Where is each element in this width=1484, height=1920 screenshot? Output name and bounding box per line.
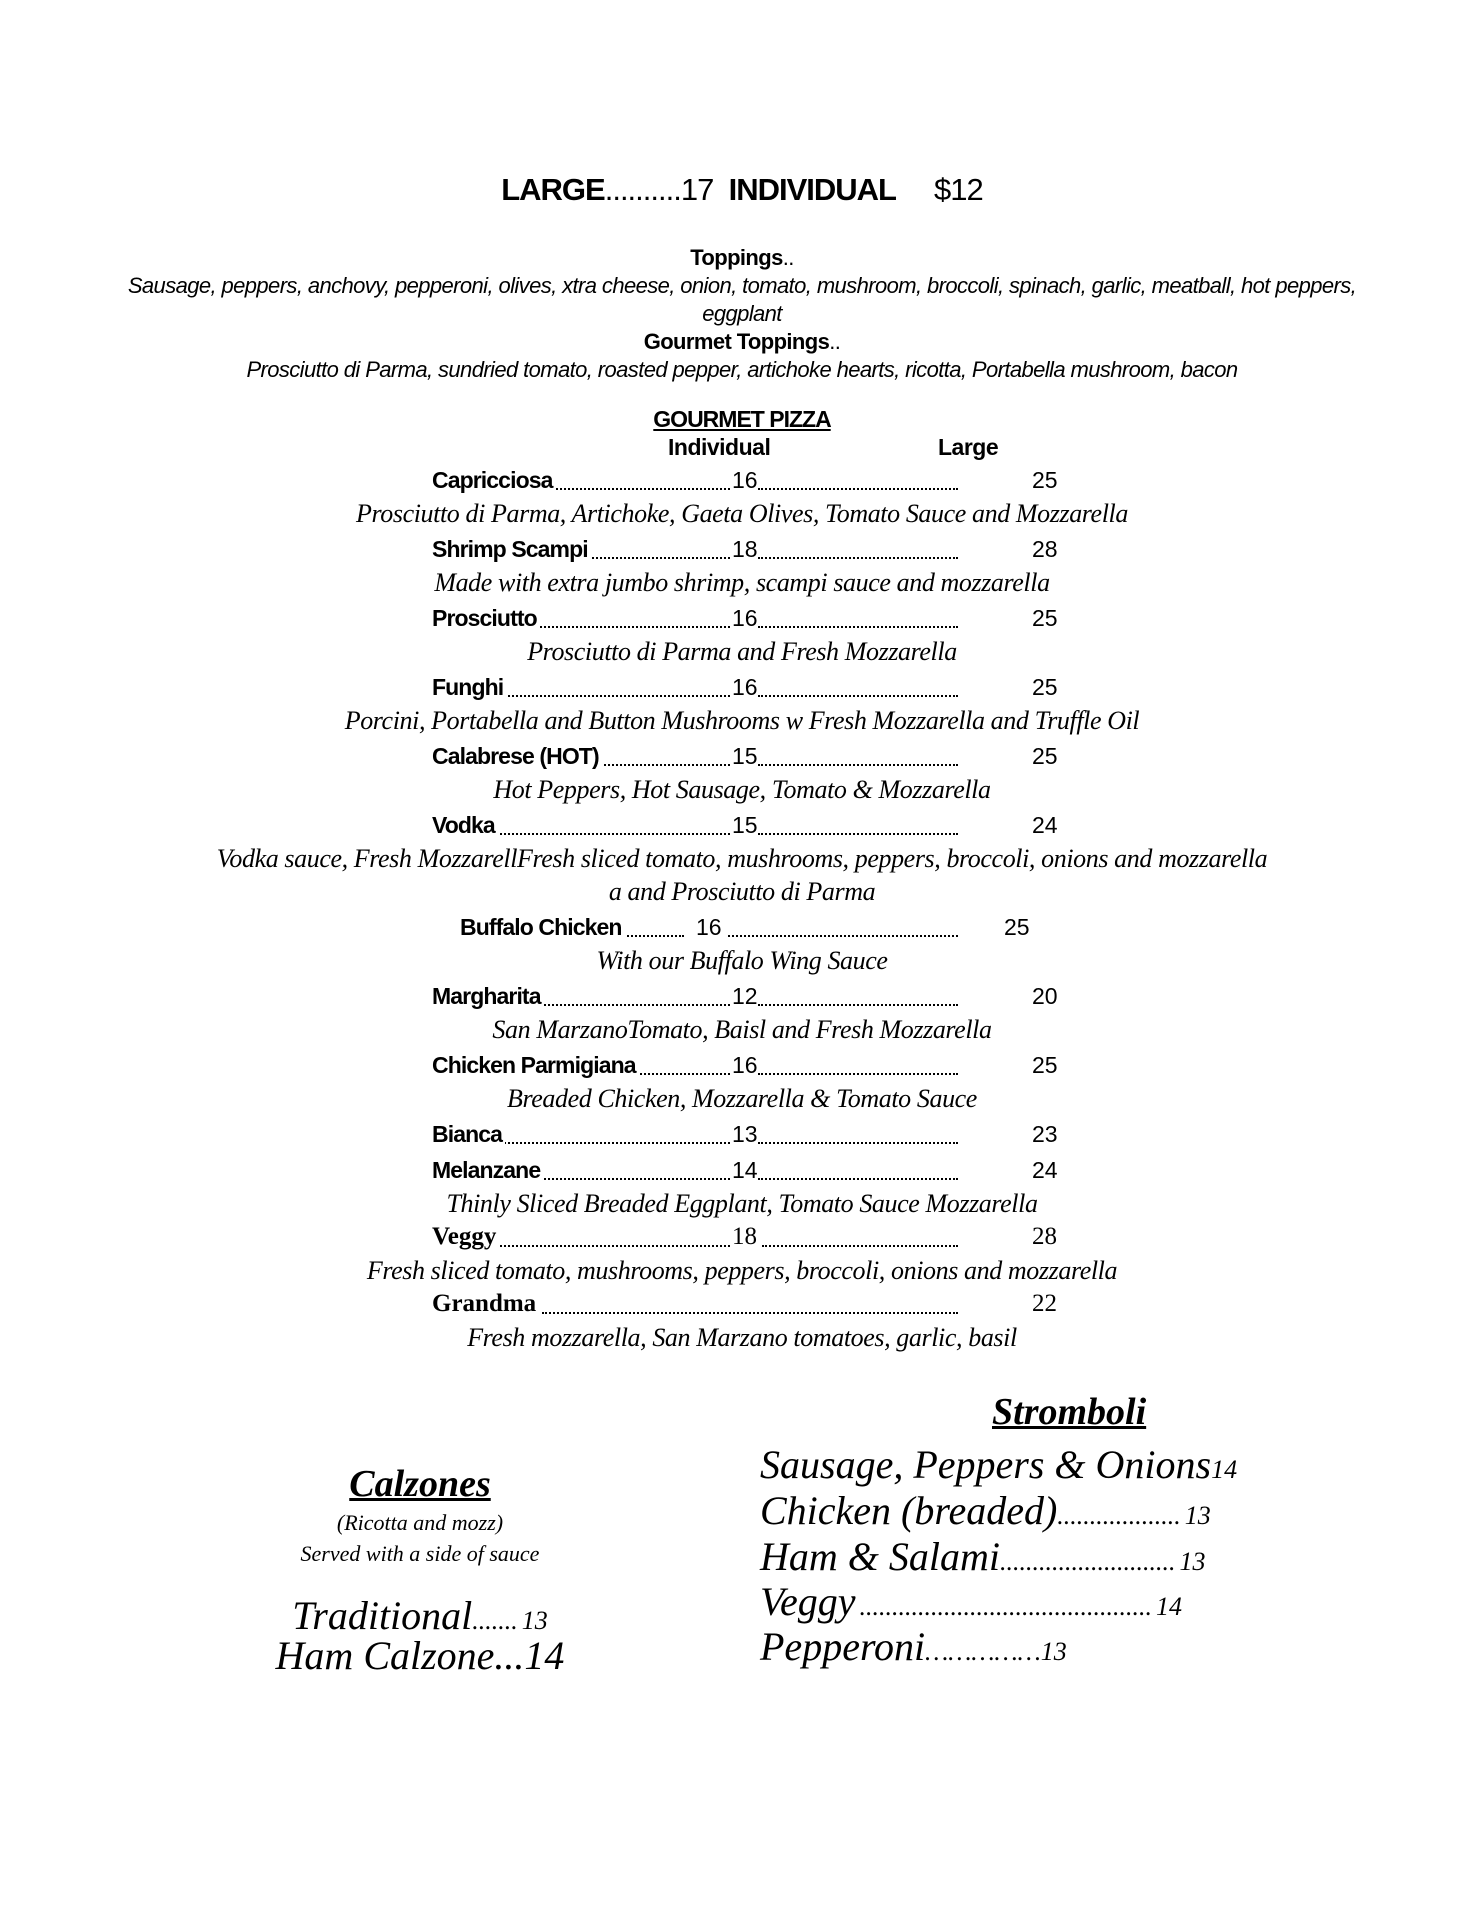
pizza-description: Fresh sliced tomato, mushrooms, peppers, broccoli, onions and mozzarella: [366, 1256, 1118, 1285]
pizza-row: [432, 1155, 1060, 1185]
pizza-name: Shrimp Scampi: [432, 534, 591, 564]
pizza-description: Breaded Chicken, Mozzarella & Tomato Sauce: [507, 1084, 977, 1113]
toppings-label-suffix: ..: [782, 245, 794, 270]
pizza-row: [432, 534, 1060, 564]
dot-leader: [492, 672, 730, 697]
pizza-name: Funghi: [432, 672, 506, 702]
pizza-name: Vodka: [432, 810, 498, 840]
column-large: Large: [938, 434, 999, 460]
pizza-row: [432, 1289, 1060, 1319]
dot-leader: [758, 810, 958, 835]
large-label: LARGE: [501, 172, 605, 207]
pizza-row: [432, 981, 1060, 1011]
large-price: 25: [1032, 605, 1058, 631]
individual-price: 13: [732, 1121, 758, 1147]
large-dots: ..........: [604, 172, 681, 207]
pizza-name: Grandma: [432, 1289, 539, 1319]
individual-price: 16: [732, 605, 758, 631]
dot-leader: [620, 912, 684, 937]
large-price: 25: [1032, 743, 1058, 769]
dot-leader: [758, 465, 958, 490]
stromboli-item-price: 13: [1179, 1547, 1206, 1576]
calzone-item-name: Traditional: [292, 1593, 473, 1638]
pizza-name: Veggy: [432, 1222, 499, 1252]
pizza-row: [432, 672, 1060, 702]
individual-price: 14: [732, 1157, 758, 1183]
calzones-title: Calzones: [349, 1463, 491, 1505]
pizza-description: Hot Peppers, Hot Sausage, Tomato & Mozzarella: [493, 775, 991, 804]
calzone-item-price: 13: [521, 1606, 548, 1635]
dot-leader: [758, 741, 958, 766]
individual-price: 16: [732, 467, 758, 493]
dot-leader: [758, 672, 958, 697]
pizza-name: Buffalo Chicken: [460, 912, 625, 942]
pizza-row: [432, 810, 1060, 840]
pizza-description: Fresh mozzarella, San Marzano tomatoes, garlic, basil: [467, 1323, 1017, 1352]
stromboli-item-dots: .............................................: [859, 1592, 1153, 1621]
pizza-row: [460, 912, 1040, 942]
stromboli-item-dots: ...................: [1057, 1501, 1181, 1530]
pizza-description: Porcini, Portabella and Button Mushrooms w Fresh Mozzarella and Truffle Oil: [344, 706, 1140, 735]
toppings-label: Toppings: [690, 245, 783, 270]
stromboli-item-name: Veggy: [760, 1579, 856, 1624]
calzone-item-name: Ham Calzone...14: [275, 1633, 565, 1678]
pizza-description: Prosciutto di Parma, Artichoke, Gaeta Olives, Tomato Sauce and Mozzarella: [356, 499, 1128, 528]
pizza-description: With our Buffalo Wing Sauce: [596, 946, 888, 975]
pizza-name: Calabrese (HOT): [432, 741, 602, 771]
stromboli-item-price: 14: [1156, 1592, 1183, 1621]
stromboli-item-price: 14: [1211, 1455, 1238, 1484]
pizza-name: Chicken Parmigiana: [432, 1050, 639, 1080]
pizza-row: [432, 465, 1060, 495]
dot-leader: [758, 1119, 958, 1144]
calzone-item-dots: .......: [472, 1606, 518, 1635]
stromboli-item-name: Chicken (breaded): [760, 1488, 1058, 1533]
individual-price: 16: [732, 674, 758, 700]
gourmet-pizza-title: GOURMET PIZZA: [653, 406, 831, 432]
pizza-row: [432, 603, 1060, 633]
individual-price: 18: [732, 1223, 757, 1250]
pizza-name: Bianca: [432, 1119, 505, 1149]
individual-price: 16: [732, 1052, 758, 1078]
large-price: 25: [1032, 467, 1058, 493]
toppings-list: Sausage, peppers, anchovy, pepperoni, olives, xtra cheese, onion, tomato, mushroom, broccoli, spinach, garlic, meatball, hot peppers, eggplant: [127, 273, 1357, 326]
dot-leader: [542, 1289, 958, 1314]
pizza-row: [432, 1119, 1060, 1149]
pizza-row: [432, 1050, 1060, 1080]
gourmet-toppings-suffix: ..: [829, 329, 841, 354]
pizza-name: Melanzane: [432, 1155, 543, 1185]
stromboli-title: Stromboli: [992, 1391, 1147, 1433]
gourmet-toppings-label: Gourmet Toppings: [643, 329, 830, 354]
calzone-item: [0, 1632, 840, 1679]
pizza-description: Prosciutto di Parma and Fresh Mozzarella: [527, 637, 957, 666]
pizza-description: Vodka sauce, Fresh MozzarellFresh sliced tomato, mushrooms, peppers, broccoli, onions and mozzarella: [216, 844, 1268, 873]
dot-leader: [758, 1050, 958, 1075]
individual-price: 12: [732, 983, 758, 1009]
individual-price: 16: [696, 914, 722, 940]
individual-price: 18: [732, 536, 758, 562]
pizza-description: Made with extra jumbo shrimp, scampi sauce and mozzarella: [434, 568, 1050, 597]
large-price: 20: [1032, 983, 1058, 1009]
stromboli-item-price: 13: [1184, 1501, 1211, 1530]
stromboli-item-dots: ……………: [925, 1637, 1041, 1666]
large-price: 25: [1004, 914, 1030, 940]
stromboli-item-name: Sausage, Peppers & Onions: [760, 1442, 1212, 1487]
large-price: 22: [1032, 1290, 1057, 1317]
gourmet-toppings-list: Prosciutto di Parma, sundried tomato, roasted pepper, artichoke hearts, ricotta, Portabella mushroom, bacon: [246, 357, 1238, 382]
dot-leader: [762, 1222, 958, 1247]
large-price: 28: [1032, 1223, 1057, 1250]
dot-leader: [758, 1155, 958, 1180]
toppings-section: [120, 244, 1364, 384]
dot-leader: [758, 534, 958, 559]
pizza-row: [432, 741, 1060, 771]
large-price: 17: [680, 172, 714, 207]
pizza-description: Thinly Sliced Breaded Eggplant, Tomato Sauce Mozzarella: [446, 1189, 1038, 1218]
dot-leader: [492, 1119, 730, 1144]
stromboli-item-dots: ...........................: [1000, 1547, 1176, 1576]
calzones-subtitle: (Ricotta and mozz): [336, 1510, 504, 1535]
column-individual: Individual: [668, 434, 771, 460]
dot-leader: [758, 603, 958, 628]
stromboli-item-name: Ham & Salami: [760, 1534, 1000, 1579]
dot-leader: [492, 810, 730, 835]
large-price: 25: [1032, 674, 1058, 700]
pizza-description-continued: a and Prosciutto di Parma: [608, 877, 876, 906]
individual-price: 15: [732, 812, 758, 838]
stromboli-item-price: 13: [1040, 1637, 1067, 1666]
size-price-header: [0, 172, 1484, 208]
pizza-name: Margharita: [432, 981, 544, 1011]
pizza-name: Capricciosa: [432, 465, 556, 495]
individual-price: 15: [732, 743, 758, 769]
large-price: 28: [1032, 536, 1058, 562]
individual-label: INDIVIDUAL: [728, 172, 896, 207]
pizza-row: [432, 1222, 1060, 1252]
large-price: 24: [1032, 812, 1058, 838]
large-price: 24: [1032, 1157, 1058, 1183]
stromboli-item-name: Pepperoni: [760, 1624, 926, 1669]
individual-price: $12: [934, 172, 983, 207]
pizza-description: San MarzanoTomato, Baisl and Fresh Mozzarella: [492, 1015, 992, 1044]
pizza-name: Prosciutto: [432, 603, 540, 633]
calzones-note: Served with a side of sauce: [300, 1541, 540, 1566]
large-price: 23: [1032, 1121, 1058, 1147]
dot-leader: [758, 981, 958, 1006]
dot-leader: [492, 1222, 730, 1247]
dot-leader: [728, 912, 958, 937]
large-price: 25: [1032, 1052, 1058, 1078]
